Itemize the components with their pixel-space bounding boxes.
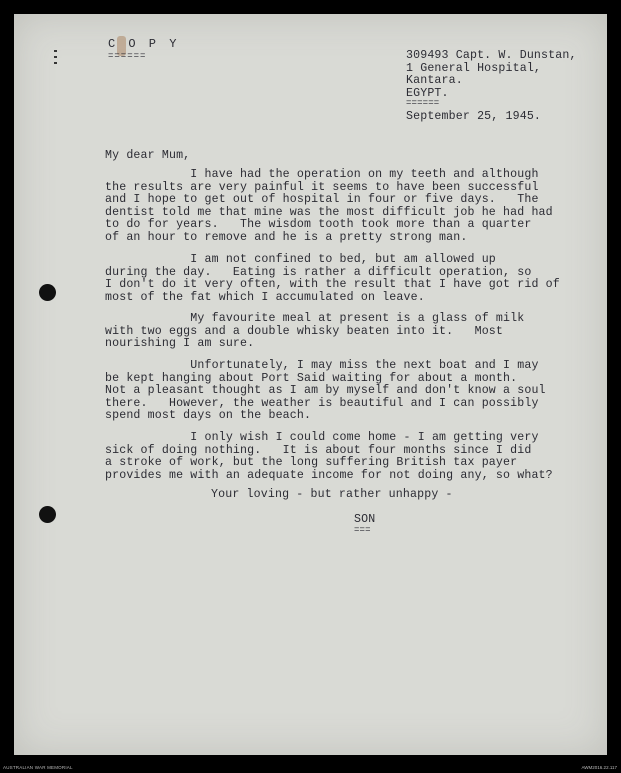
paragraph: I have had the operation on my teeth and although the results are very painful it seems to have been successful and I hope to get out of hospital in four or five days. The dentist told me that mine was the most difficult job he had had to do for years. The wisdom tooth took more than a quarter of an hour to remove and he is a pretty strong man.: [105, 168, 553, 244]
copy-label: C O P Y: [108, 37, 180, 51]
paragraph: I only wish I could come home - I am getting very sick of doing nothing. It is about four months since I did a stroke of work, but the long suffering British tax payer provides me with an adequate income for not doing any, so what?: [105, 431, 553, 482]
closing-line: Your loving - but rather unhappy -: [211, 488, 453, 501]
salutation: My dear Mum,: [105, 149, 191, 162]
letter-page: [14, 14, 607, 755]
footer-reference: AWM2016.22.117: [581, 765, 617, 770]
sender-address: 309493 Capt. W. Dunstan, 1 General Hospital, Kantara. EGYPT.: [406, 49, 577, 100]
punch-hole: [39, 506, 56, 523]
address-underline: ======: [406, 98, 440, 108]
signature-underline: ===: [354, 525, 371, 535]
paragraph: Unfortunately, I may miss the next boat and I may be kept hanging about Port Said waiting for about a month. Not a pleasant thought as I am by myself and don't know a soul there. However, the weather is beautiful and I can possibly spend most days on the beach.: [105, 359, 546, 423]
footer-credit: AUSTRALIAN WAR MEMORIAL: [3, 765, 73, 770]
copy-underline: ======: [108, 51, 147, 61]
paragraph: My favourite meal at present is a glass of milk with two eggs and a double whisky beaten into it. Most nourishing I am sure.: [105, 312, 525, 351]
punch-hole: [39, 284, 56, 301]
signature: SON: [354, 513, 376, 526]
paragraph: I am not confined to bed, but am allowed up during the day. Eating is rather a difficult operation, so I don't do it very often, with the result that I have got rid of most of the fat which I accumulated on leave.: [105, 253, 560, 304]
margin-ticks: [54, 50, 58, 64]
letter-date: September 25, 1945.: [406, 110, 542, 123]
